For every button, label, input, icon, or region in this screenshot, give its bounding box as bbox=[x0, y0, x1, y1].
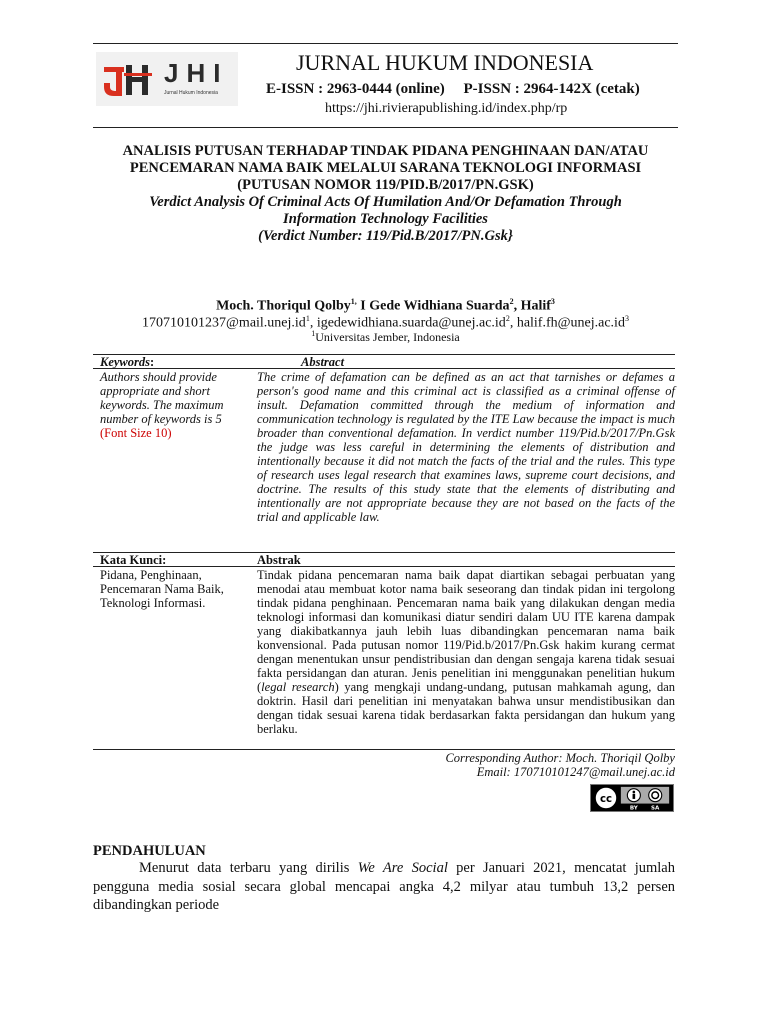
abstract-en-header bbox=[93, 354, 675, 369]
by-text: BY bbox=[629, 805, 638, 812]
journal-url[interactable]: https://jhi.rivierapublishing.id/index.php/rp bbox=[325, 101, 568, 116]
section-heading-pendahuluan: PENDAHULUAN bbox=[93, 843, 206, 859]
corresponding-email[interactable]: Email: 170710101247@mail.unej.ac.id bbox=[476, 765, 675, 779]
author-1-sup: 1, bbox=[350, 297, 357, 306]
email-1-sup: 1 bbox=[305, 314, 310, 323]
abstract-id-body bbox=[93, 567, 675, 736]
top-rule bbox=[93, 43, 678, 44]
header-rule bbox=[93, 127, 678, 128]
author-3-sup: 3 bbox=[550, 297, 555, 306]
legal-research-term: legal research bbox=[261, 680, 335, 694]
abstract-en-text: The crime of defamation can be defined as an act that tarnishes or defames a person's good name and this criminal act is classified as a criminal offense of insult. Defamation committed through the medium of information and communication technology is regulated by the ITE Law because the impact is much broader than conventional defamation. In verdict number 119/Pid.b/2017/Pn.Gsk the judge was less careful in determining the elements of distribution and intentionally because it did not match the facts of the trial and the rules. This type of research uses legal research that examines laws, supreme court decisions, and doctrine. The results of this study state that the elements of distributing and intentionally are not appropriate because they are not based on the facts of the trial and applicable law. bbox=[257, 370, 675, 524]
journal-issn: E-ISSN : 2963-0444 (online) P-ISSN : 2964-142X (cetak) bbox=[266, 81, 640, 97]
author-2-sup: 2 bbox=[509, 297, 514, 306]
keywords-text: Authors should provide appropriate and short keywords. The maximum number of keywords is 5 bbox=[100, 370, 224, 426]
logo-text: JHI bbox=[164, 58, 229, 88]
affiliation bbox=[93, 326, 678, 345]
affiliation-text: Universitas Jember, Indonesia bbox=[315, 330, 460, 344]
abstract-en-body bbox=[93, 369, 675, 524]
cc-by-sa-license-icon[interactable] bbox=[590, 784, 674, 812]
email-2[interactable]: , igedewidhiana.suarda@unej.ac.id bbox=[309, 315, 506, 331]
title-en-line-2: Information Technology Facilities bbox=[283, 211, 488, 227]
author-2: I Gede Widhiana Suarda bbox=[356, 298, 510, 314]
cc-text: cc bbox=[599, 794, 613, 806]
jhi-logo-mark-icon bbox=[102, 61, 154, 97]
we-are-social-term: We Are Social bbox=[357, 860, 448, 876]
abstract-id-header bbox=[93, 552, 675, 567]
email-1[interactable]: 170710101237@mail.unej.id bbox=[142, 315, 306, 331]
sa-text: SA bbox=[651, 805, 660, 812]
logo-subtext: Jurnal Hukum Indonesia bbox=[164, 90, 218, 96]
kata-kunci-text: Pidana, Penghinaan, Pencemaran Nama Baik, Teknologi Informasi. bbox=[100, 568, 224, 610]
keywords-label: Keywords bbox=[100, 354, 150, 369]
article-title-block bbox=[93, 143, 678, 245]
email-3[interactable]: , halif.fh@unej.ac.id bbox=[509, 315, 625, 331]
title-en-line-3: (Verdict Number: 119/Pid.B/2017/PN.Gsk} bbox=[258, 228, 513, 244]
journal-title: JURNAL HUKUM INDONESIA bbox=[296, 50, 594, 75]
kata-kunci-label: Kata Kunci: bbox=[100, 552, 167, 567]
corresponding-author: Corresponding Author: Moch. Thoriqil Qolby bbox=[445, 751, 675, 765]
author-3: , Halif bbox=[513, 298, 551, 314]
email-2-sup: 2 bbox=[505, 314, 510, 323]
abstrak-text: Tindak pidana pencemaran nama baik dapat diartikan sebagai perbuatan yang menodai atau membuat kotor nama baik seseorang dan tindak pidan ini tergolong tindak pidana penghinaan. Pencemaran nama baik yang dilakukan dengan media teknologi informasi dan komunikasi diatur sendiri dalam UU ITE karena dampak yang diakibatkannya jauh lebih luas dibandingkan pencemaran nama baik konvensional. Pada putusan nomor 119/Pid.b/2017/Pn.Gsk hakim kurang cermat dengan menentukan unsur pendistribusian dan dengan sengaja karena tidak sesuai fakta persidangan dan aturan. Jenis penelitian ini menggunakan penelitian hukum (legal research) yang mengkaji undang-undang, putusan mahkamah agung, dan doktrin. Hasil dari penelitian ini menyatakan bahwa unsur mendistibusikan dan dengan tidak sesuai karena tidak berdasarkan fakta persidangan dan hukum yang berlaku. bbox=[257, 568, 675, 736]
intro-paragraph: Menurut data terbaru yang dirilis We Are Social per Januari 2021, mencatat jumlah pengguna media sosial secara global mencapai angka 4,2 milyar atau tumbuh 13,2 persen dibandingkan periode bbox=[93, 860, 675, 913]
abstrak-label: Abstrak bbox=[257, 552, 301, 567]
title-id-line-2: PENCEMARAN NAMA BAIK MELALUI SARANA TEKNOLOGI INFORMASI bbox=[129, 160, 642, 176]
abstract-en-section bbox=[93, 354, 675, 524]
abstract-bottom-rule bbox=[93, 749, 675, 750]
author-1: Moch. Thoriqul Qolby bbox=[216, 298, 351, 314]
title-id-line-1: ANALISIS PUTUSAN TERHADAP TINDAK PIDANA PENGHINAAN DAN/ATAU bbox=[122, 143, 649, 159]
abstract-label: Abstract bbox=[301, 354, 345, 369]
title-en-line-1: Verdict Analysis Of Criminal Acts Of Humilation And/Or Defamation Through bbox=[149, 194, 622, 210]
title-id-line-3: (PUTUSAN NOMOR 119/PID.B/2017/PN.GSK) bbox=[237, 177, 534, 193]
affiliation-sup: 1 bbox=[311, 329, 316, 338]
abstract-id-section bbox=[93, 552, 675, 736]
journal-logo bbox=[96, 52, 238, 106]
keywords-colon: : bbox=[150, 354, 155, 369]
keywords-font-note: (Font Size 10) bbox=[100, 426, 172, 440]
email-3-sup: 3 bbox=[624, 314, 629, 323]
